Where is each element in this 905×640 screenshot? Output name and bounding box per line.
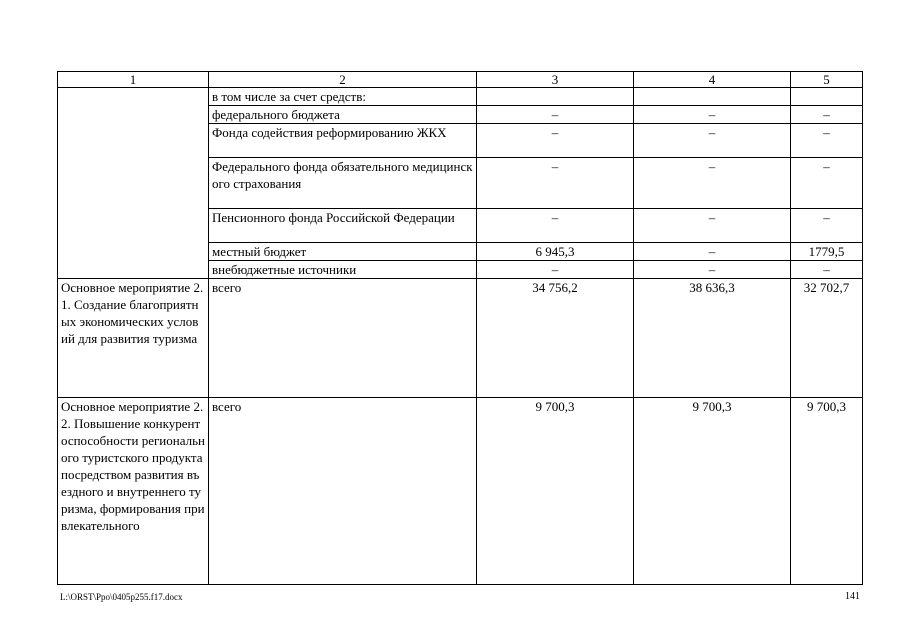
value-cell: –	[477, 106, 634, 124]
source-cell: Фонда содействия реформированию ЖКХ	[209, 124, 477, 158]
value-cell: –	[634, 243, 791, 261]
value-cell: 9 700,3	[477, 398, 634, 585]
value-cell: –	[791, 158, 863, 209]
value-cell: –	[634, 261, 791, 279]
column-number: 1	[58, 72, 209, 88]
value-cell: –	[477, 158, 634, 209]
column-number: 3	[477, 72, 634, 88]
value-cell: –	[791, 261, 863, 279]
table-row	[58, 398, 863, 585]
event-cell: Основное мероприятие 2.2. Повышение конкурентоспособности регионального туристского продукта посредством развития въездного и внутреннего туризма, формирования привлекательного	[58, 398, 209, 585]
source-cell: Федерального фонда обязательного медицинского страхования	[209, 158, 477, 209]
value-cell: 34 756,2	[477, 279, 634, 398]
table-row	[58, 279, 863, 398]
source-cell: Пенсионного фонда Российской Федерации	[209, 209, 477, 243]
column-number-row	[58, 72, 863, 88]
event-cell	[58, 88, 209, 279]
value-cell: –	[791, 106, 863, 124]
value-cell: 6 945,3	[477, 243, 634, 261]
value-cell: –	[791, 124, 863, 158]
value-cell: 1779,5	[791, 243, 863, 261]
source-cell: всего	[209, 279, 477, 398]
value-cell: 38 636,3	[634, 279, 791, 398]
value-cell: 9 700,3	[791, 398, 863, 585]
event-cell: Основное мероприятие 2.1. Создание благоприятных экономических условий для развития туризма	[58, 279, 209, 398]
value-cell: –	[477, 209, 634, 243]
source-cell: местный бюджет	[209, 243, 477, 261]
program-table	[57, 71, 863, 585]
value-cell	[791, 88, 863, 106]
value-cell: –	[634, 209, 791, 243]
page-number: 141	[845, 591, 860, 602]
value-cell: –	[634, 124, 791, 158]
column-number: 5	[791, 72, 863, 88]
value-cell: –	[791, 209, 863, 243]
source-cell: федерального бюджета	[209, 106, 477, 124]
table-row	[58, 88, 863, 106]
source-cell: в том числе за счет средств:	[209, 88, 477, 106]
column-number: 4	[634, 72, 791, 88]
value-cell: –	[477, 261, 634, 279]
source-cell: всего	[209, 398, 477, 585]
value-cell: –	[634, 158, 791, 209]
value-cell: 9 700,3	[634, 398, 791, 585]
value-cell: 32 702,7	[791, 279, 863, 398]
column-number: 2	[209, 72, 477, 88]
footer-file-path: L:\ORST\Ppo\0405p255.f17.docx	[60, 592, 183, 602]
value-cell	[634, 88, 791, 106]
value-cell: –	[477, 124, 634, 158]
source-cell: внебюджетные источники	[209, 261, 477, 279]
value-cell: –	[634, 106, 791, 124]
value-cell	[477, 88, 634, 106]
